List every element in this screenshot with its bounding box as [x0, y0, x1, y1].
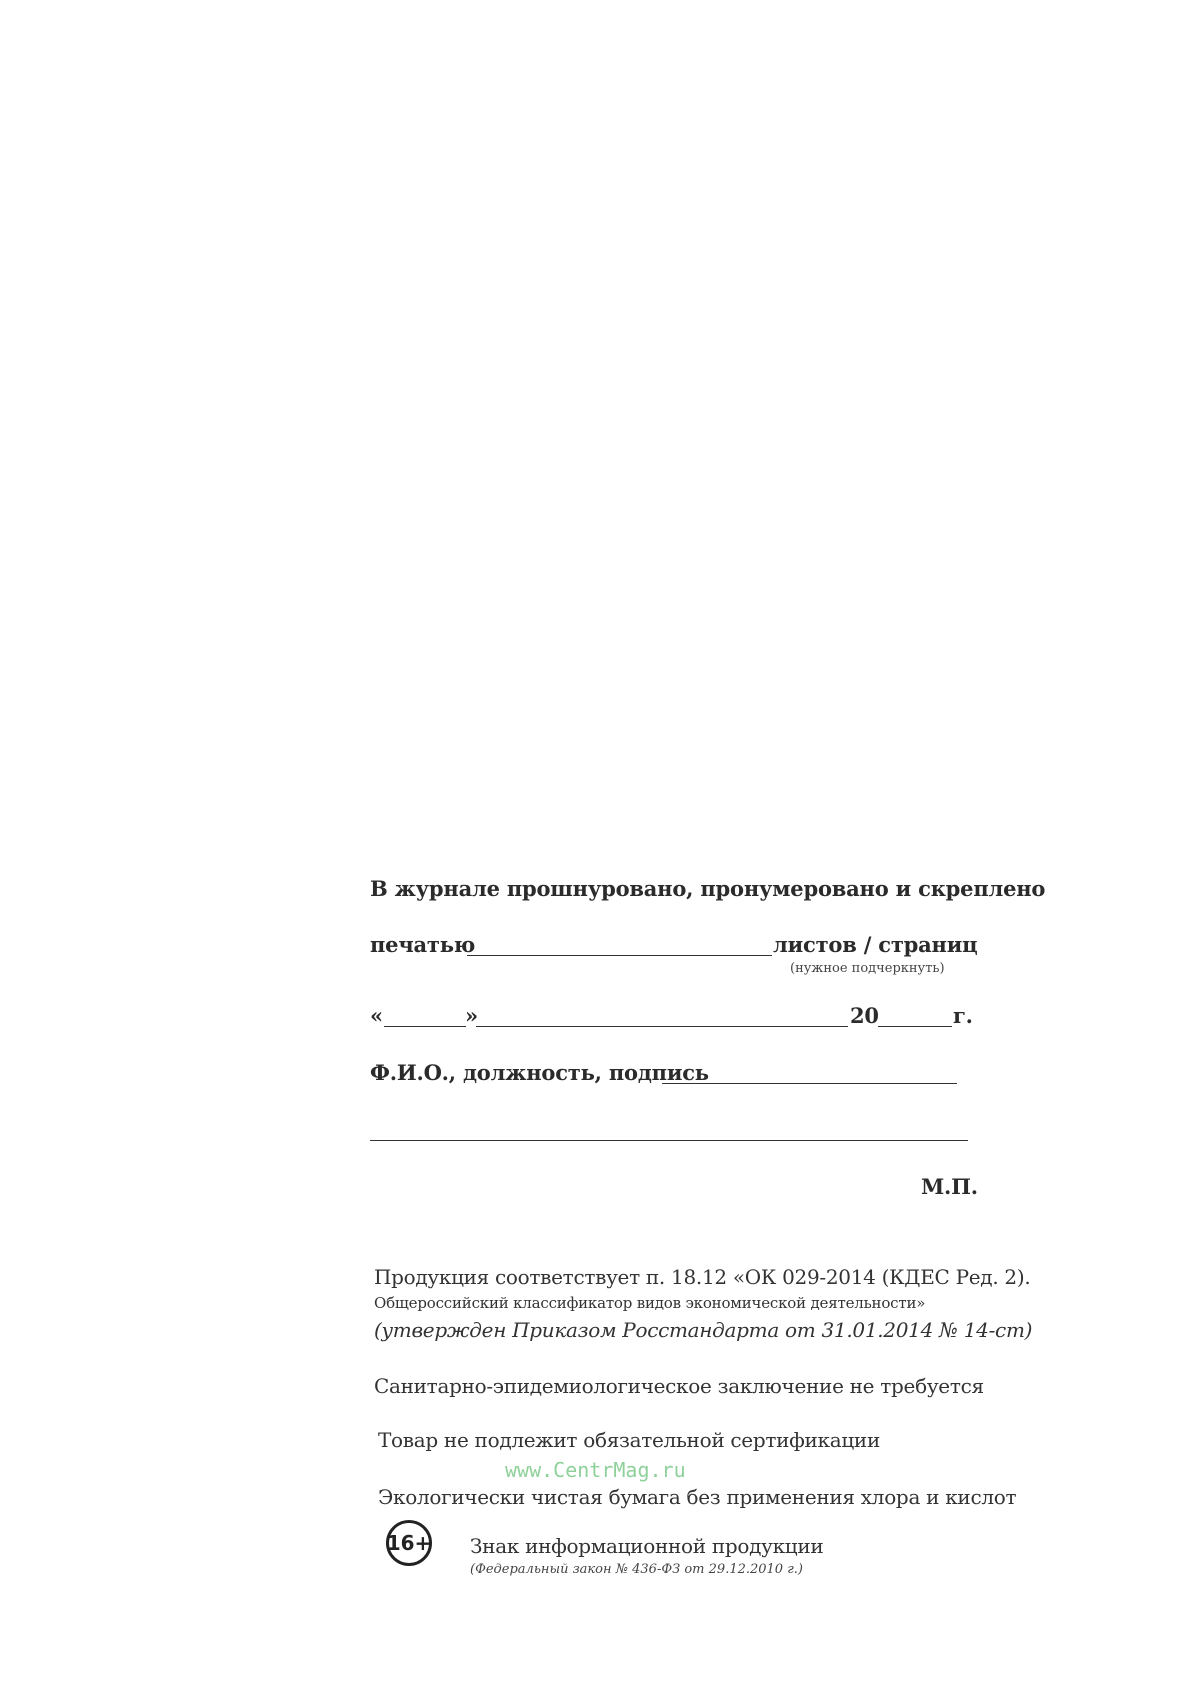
month-blank[interactable] [476, 1026, 848, 1027]
federal-law-note: (Федеральный закон № 436-ФЗ от 29.12.2010 г.) [470, 1562, 803, 1577]
age-rating-text: 16+ [386, 1531, 432, 1555]
info-product-sign: Знак информационной продукции [470, 1534, 824, 1558]
age-rating-badge [386, 1520, 432, 1566]
certification-statement: Товар не подлежит обязательной сертификации [378, 1428, 880, 1452]
compliance-line-1: Продукция соответствует п. 18.12 «ОК 029-2014 (КДЕС Ред. 2). [374, 1265, 1031, 1289]
seal-label: печатью [370, 932, 476, 957]
compliance-line-3: (утвержден Приказом Росстандарта от 31.01.2014 № 14-ст) [374, 1318, 1033, 1342]
sheets-count-blank[interactable] [467, 955, 772, 956]
journal-statement-line: В журнале прошнуровано, пронумеровано и скреплено [370, 876, 1046, 901]
day-blank[interactable] [384, 1026, 466, 1027]
ecology-statement: Экологически чистая бумага без применения хлора и кислот [378, 1485, 1017, 1509]
underline-hint: (нужное подчеркнуть) [790, 961, 945, 976]
compliance-line-2: Общероссийский классификатор видов экономической деятельности» [374, 1294, 926, 1312]
stamp-place-label: М.П. [921, 1174, 978, 1199]
watermark: www.CentrMag.ru [505, 1458, 686, 1482]
quote-close: » [465, 1003, 478, 1028]
signature-blank-line-2[interactable] [370, 1140, 968, 1141]
signature-blank[interactable] [662, 1083, 957, 1084]
year-blank[interactable] [878, 1026, 952, 1027]
year-suffix: г. [953, 1003, 973, 1028]
sheets-pages-label: листов / страниц [773, 932, 978, 957]
quote-open: « [370, 1003, 383, 1028]
signature-label: Ф.И.О., должность, подпись [370, 1060, 709, 1085]
sanitary-statement: Санитарно-эпидемиологическое заключение не требуется [374, 1374, 984, 1398]
year-prefix: 20 [850, 1003, 879, 1028]
